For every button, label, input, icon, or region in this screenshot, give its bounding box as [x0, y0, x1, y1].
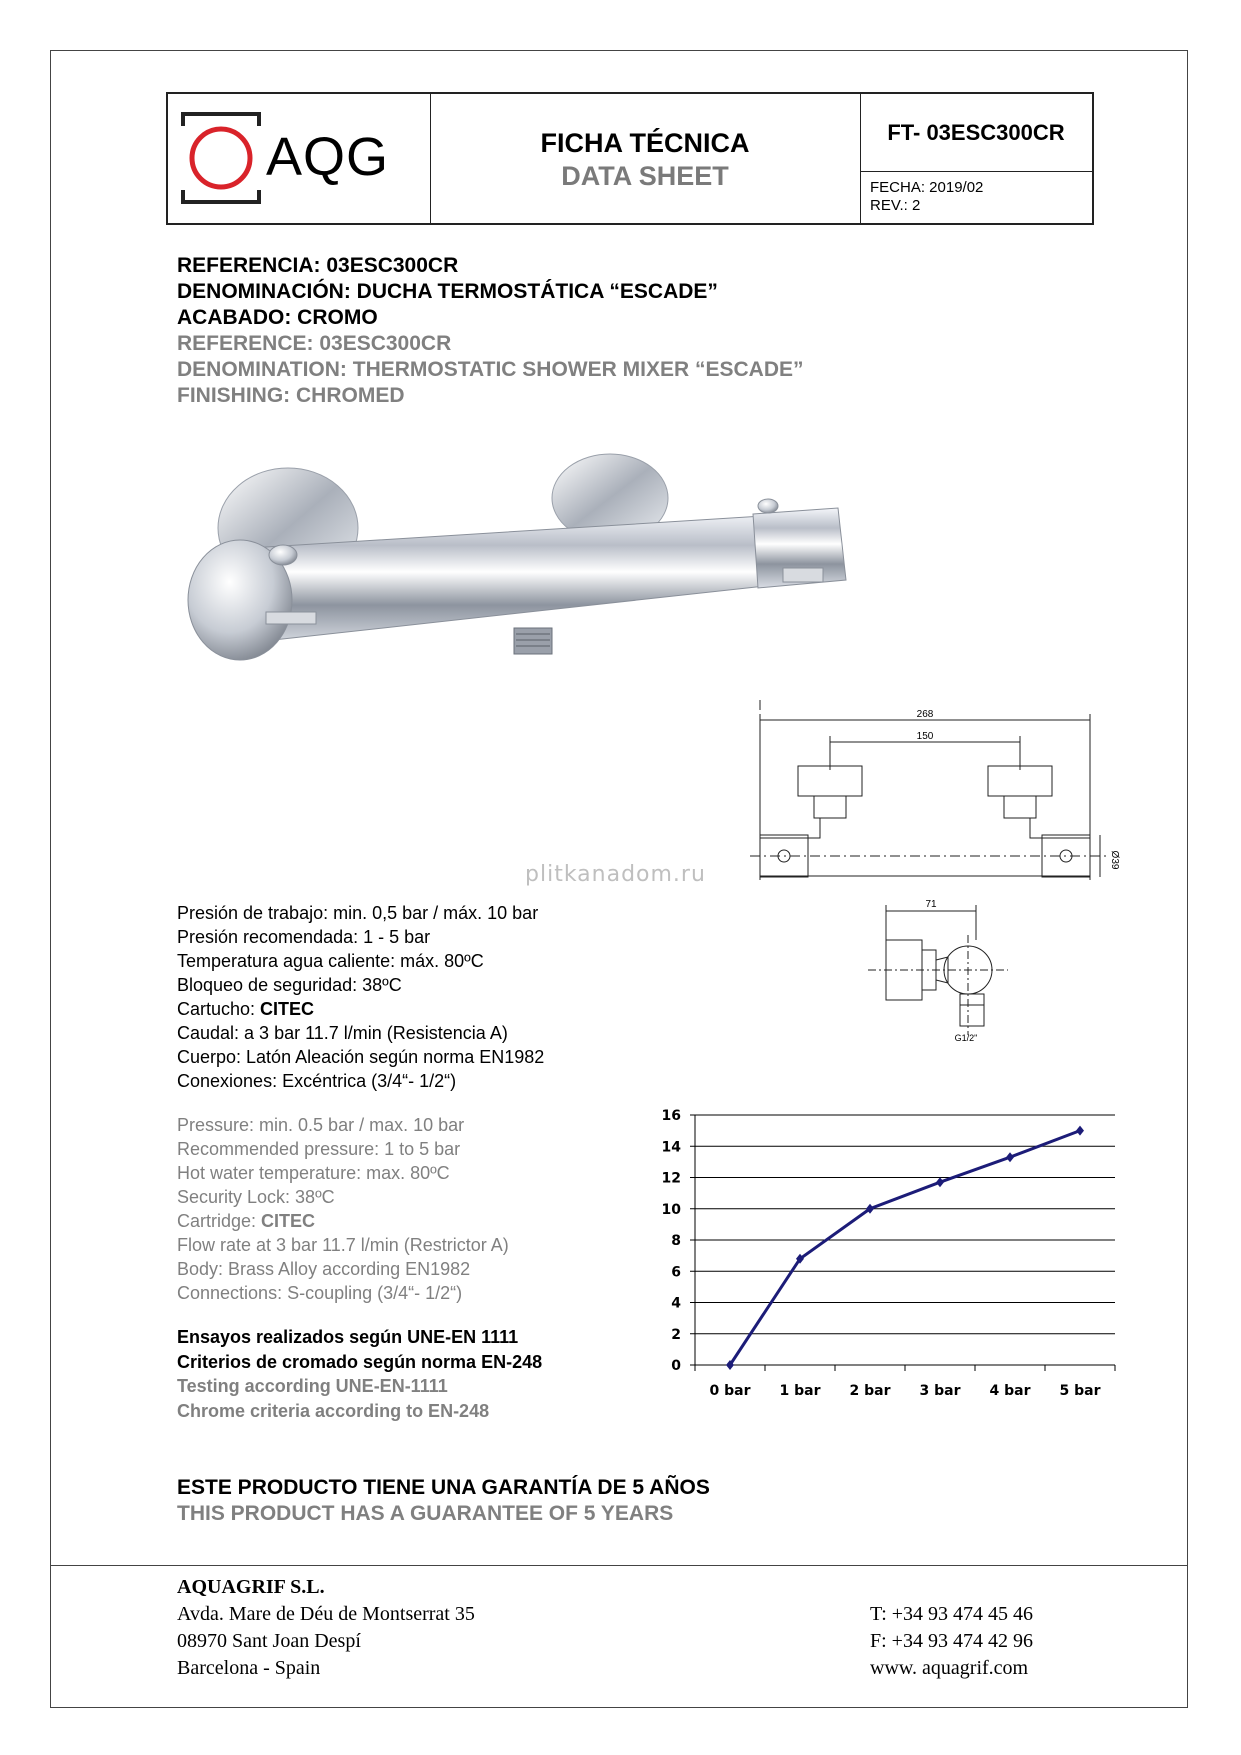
tests-block [177, 1325, 542, 1423]
footer-contact [870, 1601, 1033, 1682]
phone: T: +34 93 474 45 46 [870, 1603, 1034, 1625]
address-line-2: 08970 Sant Joan Despí [177, 1630, 361, 1652]
fax: F: +34 93 474 42 96 [870, 1630, 1033, 1652]
test-es-2: Criterios de cromado según norma EN-248 [177, 1351, 543, 1372]
title-en: DATA SHEET [561, 161, 729, 191]
spec-lock: Bloqueo de seguridad: 38ºC [177, 975, 402, 995]
dim-depth: 71 [925, 899, 937, 910]
spec-body: Cuerpo: Latón Aleación según norma EN1982 [177, 1047, 545, 1067]
code-cell [860, 94, 1092, 223]
thread-label: G1/2" [954, 1033, 978, 1043]
specs-en [177, 1113, 509, 1305]
test-en-1: Testing according UNE-EN-1111 [177, 1376, 448, 1396]
footer-address [177, 1574, 475, 1682]
y-tick-label: 10 [661, 1201, 681, 1218]
specs-es [177, 901, 544, 1093]
finishing-en: FINISHING: CHROMED [177, 384, 405, 407]
website-link[interactable]: www. aquagrif.com [870, 1657, 1029, 1679]
data-point [1076, 1126, 1084, 1136]
y-tick-label: 2 [671, 1326, 681, 1343]
spec-cartridge: Cartucho: CITEC [177, 999, 315, 1019]
y-tick-label: 4 [671, 1295, 681, 1312]
footer-divider [50, 1565, 1188, 1566]
finishing-es: ACABADO: CROMO [177, 306, 378, 329]
guarantee-es: ESTE PRODUCTO TIENE UNA GARANTÍA DE 5 AÑOS [177, 1476, 710, 1499]
spec-connections: Conexiones: Excéntrica (3/4“- 1/2“) [177, 1071, 457, 1091]
x-tick-label: 5 bar [1059, 1383, 1101, 1399]
front-drawing [750, 700, 1130, 890]
x-tick-label: 4 bar [989, 1383, 1031, 1399]
y-tick-label: 6 [671, 1264, 681, 1281]
denomination-es: DENOMINACIÓN: DUCHA TERMOSTÁTICA “ESCADE” [177, 280, 718, 303]
spec-flow-en: Flow rate at 3 bar 11.7 l/min (Restrictor A) [177, 1235, 509, 1255]
dim-diameter: Ø39 [1109, 850, 1120, 870]
address-line-1: Avda. Mare de Déu de Montserrat 35 [177, 1603, 475, 1625]
aqg-logo-icon [181, 112, 261, 204]
spec-flow: Caudal: a 3 bar 11.7 l/min (Resistencia A) [177, 1023, 508, 1043]
side-drawing [868, 895, 1018, 1050]
y-tick-label: 16 [661, 1108, 681, 1124]
logo-text: AQG [266, 127, 390, 187]
guarantee-block [177, 1475, 710, 1527]
title-es: FICHA TÉCNICA [540, 128, 750, 158]
document-code: FT- 03ESC300CR [860, 94, 1092, 172]
denomination-en: DENOMINATION: THERMOSTATIC SHOWER MIXER “ESCADE” [177, 358, 804, 381]
x-tick-label: 0 bar [709, 1383, 751, 1399]
title-cell [430, 94, 861, 223]
watermark: plitkanadom.ru [525, 862, 706, 887]
spec-recommended: Presión recomendada: 1 - 5 bar [177, 927, 431, 947]
company-name: AQUAGRIF S.L. [177, 1576, 325, 1598]
spec-hot-water-en: Hot water temperature: max. 80ºC [177, 1163, 450, 1183]
document-revision: REV.: 2 [870, 197, 921, 214]
address-line-3: Barcelona - Spain [177, 1657, 321, 1679]
data-point [1006, 1152, 1014, 1162]
reference-es: REFERENCIA: 03ESC300CR [177, 254, 459, 277]
x-tick-label: 3 bar [919, 1383, 961, 1399]
header-table [166, 92, 1094, 225]
spec-pressure-en: Pressure: min. 0.5 bar / max. 10 bar [177, 1115, 465, 1135]
spec-lock-en: Security Lock: 38ºC [177, 1187, 335, 1207]
reference-block [177, 253, 804, 409]
x-tick-label: 1 bar [779, 1383, 821, 1399]
spec-cartridge-en: Cartridge: CITEC [177, 1211, 316, 1231]
y-tick-label: 8 [671, 1233, 681, 1249]
data-point [936, 1177, 944, 1187]
test-es-1: Ensayos realizados según UNE-EN 1111 [177, 1327, 519, 1347]
y-tick-label: 0 [671, 1358, 681, 1374]
document-date: FECHA: 2019/02 [870, 179, 984, 196]
guarantee-en: THIS PRODUCT HAS A GUARANTEE OF 5 YEARS [177, 1502, 674, 1525]
y-tick-label: 12 [661, 1170, 681, 1187]
dim-total: 268 [916, 709, 934, 720]
spec-recommended-en: Recommended pressure: 1 to 5 bar [177, 1139, 461, 1159]
x-tick-label: 2 bar [849, 1383, 891, 1399]
spec-body-en: Body: Brass Alloy according EN1982 [177, 1259, 471, 1279]
reference-en: REFERENCE: 03ESC300CR [177, 332, 452, 355]
y-tick-label: 14 [661, 1139, 681, 1156]
series-line [730, 1131, 1080, 1365]
spec-hot-water: Temperatura agua caliente: máx. 80ºC [177, 951, 484, 971]
dim-between: 150 [916, 731, 934, 742]
test-en-2: Chrome criteria according to EN-248 [177, 1400, 490, 1421]
product-photo [178, 450, 850, 680]
spec-connections-en: Connections: S-coupling (3/4“- 1/2“) [177, 1283, 463, 1303]
spec-pressure: Presión de trabajo: min. 0,5 bar / máx. 10 bar [177, 903, 539, 923]
logo-cell [168, 94, 431, 223]
flow-chart [650, 1105, 1125, 1415]
